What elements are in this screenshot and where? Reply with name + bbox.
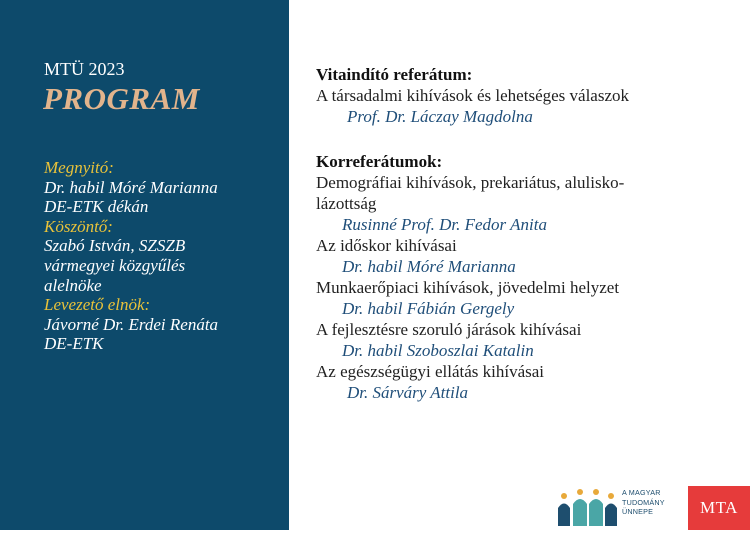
left-panel xyxy=(0,0,289,530)
coreports-section xyxy=(316,151,736,403)
coreport-topic: Az egészségügyi ellátás kihívásai xyxy=(316,362,545,381)
coreport-speaker: Dr. habil Móré Marianna xyxy=(342,257,516,276)
coreport-topic: Demográfiai kihívások, prekariátus, alulisko- xyxy=(316,173,625,192)
coreport-topic: A fejlesztésre szoruló járások kihívásai xyxy=(316,320,582,339)
keynote-section xyxy=(316,64,736,127)
coreport-topic: lázottság xyxy=(316,194,377,213)
keynote-speaker: Prof. Dr. Láczay Magdolna xyxy=(347,107,533,126)
keynote-topic: A társadalmi kihívások és lehetséges válaszok xyxy=(316,86,629,105)
coreport-speaker: Dr. habil Fábián Gergely xyxy=(342,299,515,318)
official-line: DE-ETK xyxy=(44,334,104,354)
event-year: MTÜ 2023 xyxy=(44,59,125,79)
official-line: alelnöke xyxy=(44,275,102,295)
official-line: Jávorné Dr. Erdei Renáta xyxy=(44,314,219,334)
official-line: Szabó István, SZSZB xyxy=(44,236,186,256)
keynote-heading: Vitaindító referátum: xyxy=(316,65,473,84)
logo-text: A MAGYAR TUDOMÁNY ÜNNEPE xyxy=(622,488,665,516)
coreport-speaker: Dr. habil Szoboszlai Katalin xyxy=(342,341,534,360)
role-chair: Levezető elnök: xyxy=(44,295,151,315)
program-title: PROGRAM xyxy=(43,81,200,116)
mta-logo: MTA xyxy=(688,486,750,530)
official-line: DE-ETK dékán xyxy=(44,197,149,217)
coreport-speaker: Dr. Sárváry Attila xyxy=(347,383,469,402)
officials-list xyxy=(44,158,284,354)
mtu-logo xyxy=(556,486,688,530)
official-line: Dr. habil Móré Marianna xyxy=(44,177,218,197)
coreport-speaker: Rusinné Prof. Dr. Fedor Anita xyxy=(342,215,547,234)
role-greeting: Köszöntő: xyxy=(44,216,113,236)
coreports-heading: Korreferátumok: xyxy=(316,152,443,171)
coreport-topic: Munkaerőpiaci kihívások, jövedelmi helyzet xyxy=(316,278,620,297)
role-opening: Megnyitó: xyxy=(44,158,114,177)
official-line: vármegyei közgyűlés xyxy=(44,255,186,275)
arches-logo-icon xyxy=(556,486,618,530)
coreport-topic: Az időskor kihívásai xyxy=(316,236,457,255)
